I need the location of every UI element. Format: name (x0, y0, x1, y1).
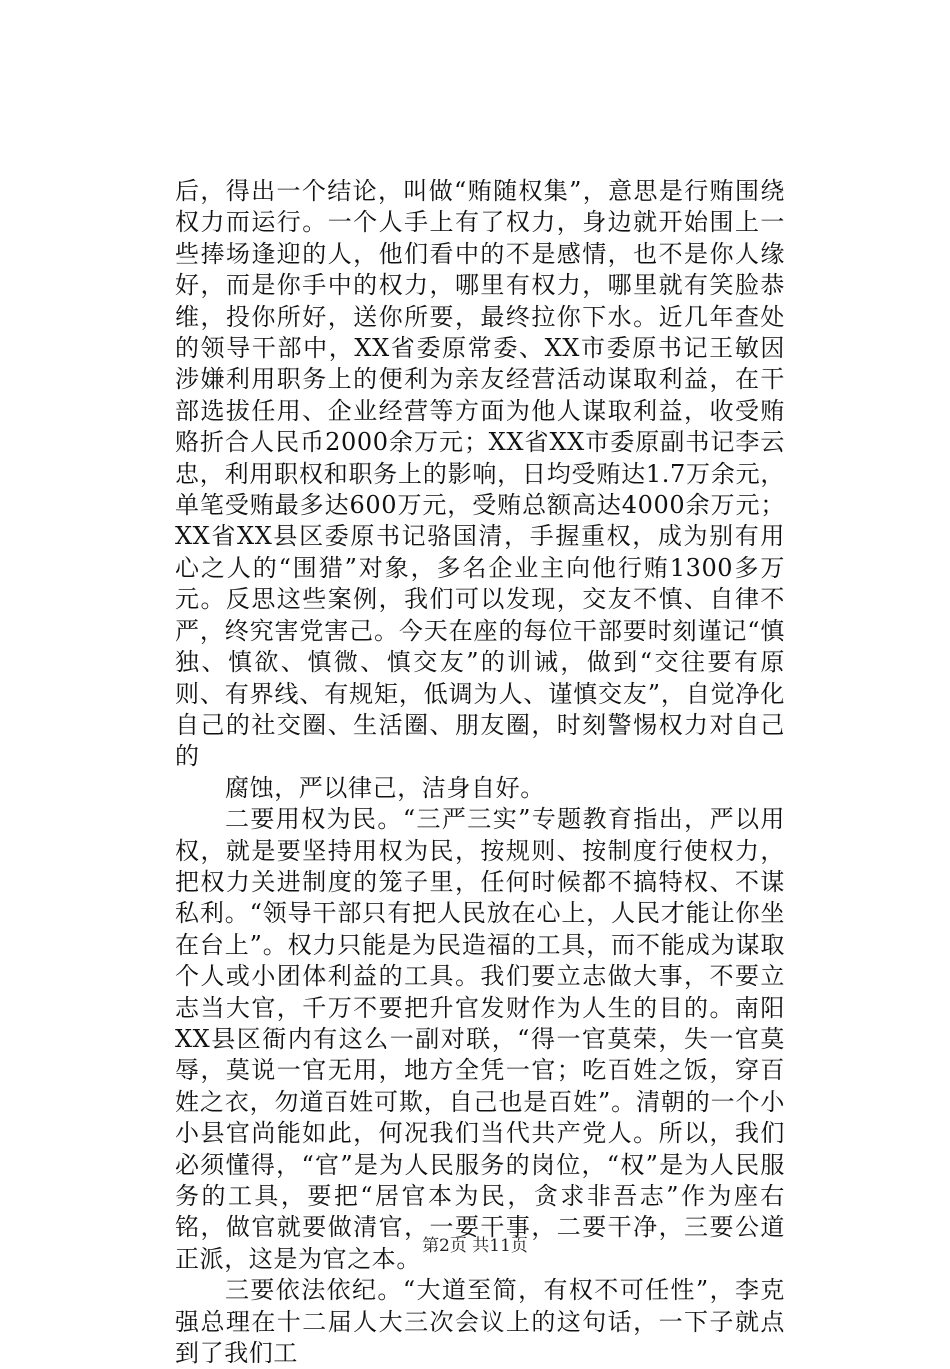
document-body (175, 176, 785, 1369)
paragraph-continuation: 后，得出一个结论，叫做“贿随权集”，意思是行贿围绕权力而运行。一个人手上有了权力，身边就开始围上一些捧场逢迎的人，他们看中的不是感情，也不是你人缘好，而是你手中的权力，哪里有权力，哪里就有笑脸恭维，投你所好，送你所要，最终拉你下水。近几年查处的领导干部中，XX省委原常委、XX市委原书记王敏因涉嫌利用职务上的便利为亲友经营活动谋取利益，在干部选拔任用、企业经营等方面为他人谋取利益，收受贿赂折合人民币2000余万元；XX省XX市委原副书记李云忠，利用职权和职务上的影响，日均受贿达1.7万余元，单笔受贿最多达600万元，受贿总额高达4000余万元；XX省XX县区委原书记骆国清，手握重权，成为别有用心之人的“围猎”对象，多名企业主向他行贿1300多万元。反思这些案例，我们可以发现，交友不慎、自律不严，终究害党害己。今天在座的每位干部要时刻谨记“慎独、慎欲、慎微、慎交友”的训诫，做到“交往要有原则、有界线、有规矩，低调为人、谨慎交友”，自觉净化自己的社交圈、生活圈、朋友圈，时刻警惕权力对自己的 (175, 177, 785, 771)
paragraph-use-power-for-people: 二要用权为民。“三严三实”专题教育指出，严以用权，就是要坚持用权为民，按规则、按制度行使权力，把权力关进制度的笼子里，任何时候都不搞特权、不谋私利。“领导干部只有把人民放在心上，人民才能让你坐在台上”。权力只能是为民造福的工具，而不能成为谋取个人或小团体利益的工具。我们要立志做大事，不要立志当大官，千万不要把升官发财作为人生的目的。南阳XX县区衙内有这么一副对联，“得一官莫荣，失一官莫辱，莫说一官无用，地方全凭一官；吃百姓之饭，穿百姓之衣，勿道百姓可欺，自己也是百姓”。清朝的一个小小县官尚能如此，何况我们当代共产党人。所以，我们必须懂得，“官”是为人民服务的岗位，“权”是为人民服务的工具，要把“居官本为民，贪求非吾志”作为座右铭，做官就要做清官，一要干事，二要干净，三要公道正派，这是为官之本。 (175, 805, 785, 1273)
paragraph-continuation-tail: 腐蚀，严以律己，洁身自好。 (225, 773, 545, 802)
page-number: 第2页 共11页 (422, 1236, 528, 1256)
paragraph-rule-of-law: 三要依法依纪。“大道至简，有权不可任性”，李克强总理在十二届人大三次会议上的这句话，一下子就点到了我们工 (175, 1276, 785, 1368)
